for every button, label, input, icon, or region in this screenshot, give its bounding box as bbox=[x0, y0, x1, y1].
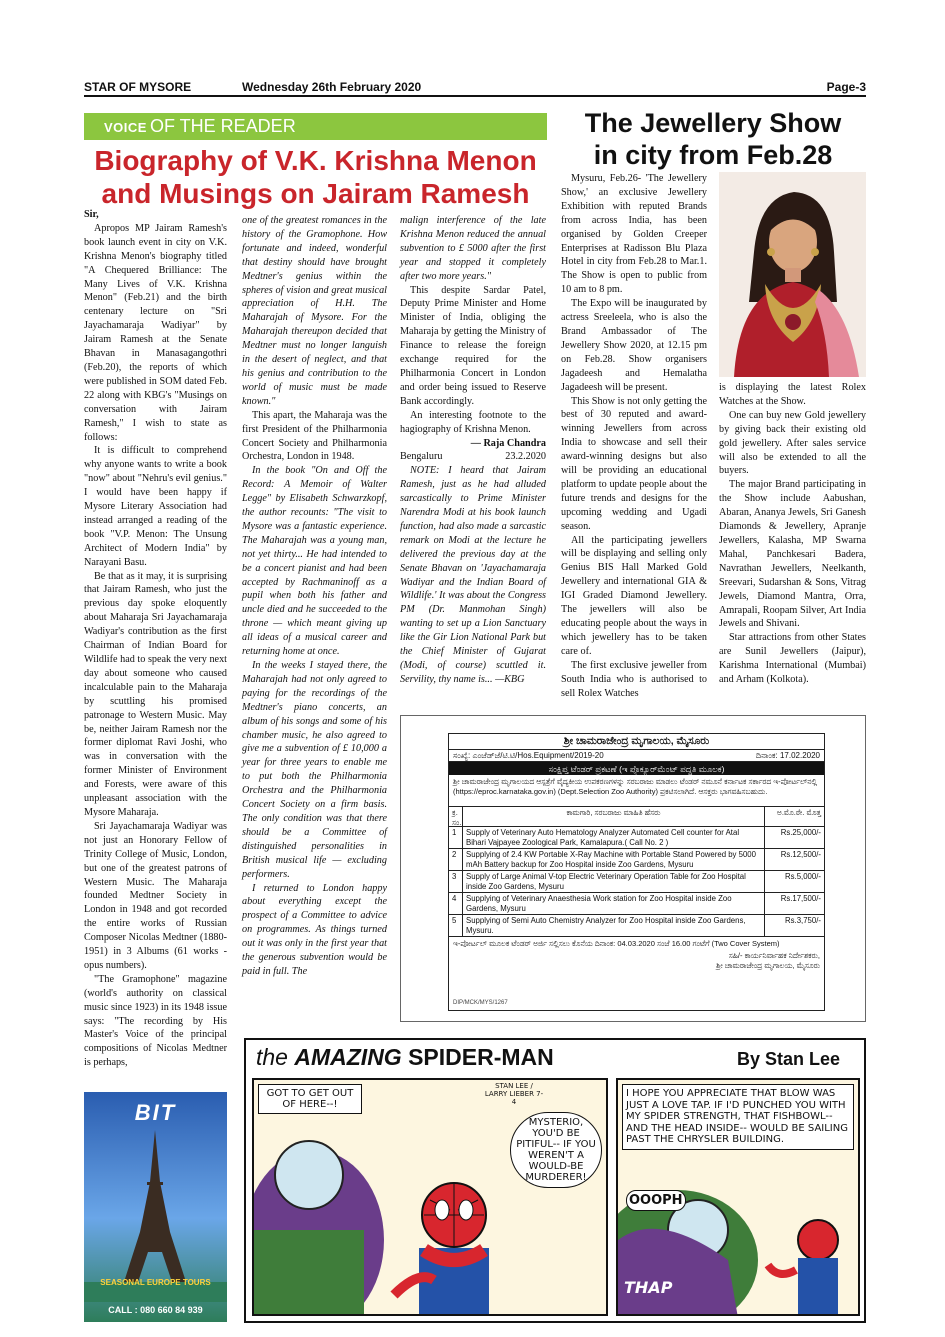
letter-column-1 bbox=[84, 208, 227, 1070]
tender-head-item: ಕಾಮಗಾರಿ, ಸರಬರಾಜು ಮಾಹಿತಿ ಹೆಸರು bbox=[463, 807, 765, 826]
tender-ref-row bbox=[449, 750, 824, 762]
tender-head-no: ಕ್ರ. ಸಂ. bbox=[449, 807, 463, 826]
letter-column-2 bbox=[242, 214, 387, 979]
letter-place-date bbox=[400, 450, 546, 464]
speech-bubble-3: I HOPE YOU APPRECIATE THAT BLOW WAS JUST A LOVE TAP. IF I'D PUNCHED YOU WITH MY SPIDER STRENGTH, THAT FISHBOWL-- AND THE HEAD INSIDE-- WOULD BE SAILING PAST THE CHRYSLER BUILDING. bbox=[622, 1084, 854, 1150]
jewellery-paragraph: Mysuru, Feb.26- 'The Jewellery Show,' an exclusive Jewellery Exhibition with reputed Brands from across India, has been organised by Golden Creeper Enterprises at Radisson Blu Plaza Hotel in city from Feb.28 to Mar.1. The Show is open to public from 10 am to 8 pm. bbox=[561, 173, 707, 296]
tender-row bbox=[449, 827, 824, 849]
comic-strip bbox=[244, 1038, 866, 1323]
letter-paragraph: one of the greatest romances in the history of the Gramophone. How fortunate and indeed, wonderful that destiny should have brought Medtner's genius within the spheres of vision and great musical appreciation of H.H. The Maharajah of Mysore. For the Maharajah thereupon decided that Medtner must no longer languish in the desert of neglect, and that his genius and contribution to the world of music must be made known." bbox=[242, 215, 387, 407]
letter-paragraph: An interesting footnote to the hagiography of Krishna Menon. bbox=[400, 409, 546, 435]
jewellery-paragraph: This Show is not only getting the best of 30 reputed and award-winning Jewellers from across India to showcase and sell their award-winning designs but also will be providing an educational platform to update people about the future trends and designs for the upcoming wedding and Ugadi season. bbox=[561, 395, 707, 532]
letter-paragraph: This despite Sardar Patel, Deputy Prime Minister and Home Minister of India, obliging the Maharaja by getting the Ministry of Finance to release the foreign exchange required for the Philharmonia Concert in London and order being issued to Reserve Bank accordingly. bbox=[400, 284, 546, 407]
tender-row-no: 1 bbox=[449, 827, 463, 848]
jewellery-paragraph: The Expo will be inaugurated by actress Sreeleela, who is also the Brand Ambassador of The Jewellery Show 2020, at 12.15 pm on Feb.28. Show organisers Jagadeesh and Hemalatha Jagadeesh will be present. bbox=[561, 298, 707, 393]
jewellery-paragraph: is displaying the latest Rolex Watches at the Show. bbox=[719, 382, 866, 407]
letter-paragraph: "The Gramophone" magazine (world's authority on classical music since 1923) in its 1948 issue says: "The recording by His Master's Voice of the principal compositions of Nicolas Medtner is perhaps, bbox=[84, 973, 227, 1069]
letter-paragraph: In the book "On and Off the Record: A Memoir of Walter Legge" by Elisabeth Schwarzkopf, the author recounts: "The visit to Mysore was a fantastic experience. The Maharajah was a young man, not yet thirty... He had intended to be a concert pianist and had been accepted by Rachmaninoff as a pupil when both his father and uncle died and he succeeded to the throne — which meant giving up all ideas of a musical career and returning home at once. bbox=[242, 465, 387, 658]
ad-phone: CALL : 080 660 84 939 bbox=[108, 1305, 203, 1315]
jewellery-title-line-1: The Jewellery Show bbox=[584, 108, 842, 138]
tender-head-amount: ಅ.ಮೊ.ಠೇ. ಮೊತ್ತ bbox=[776, 808, 821, 817]
page-number: Page-3 bbox=[826, 80, 866, 94]
tender-row-item: Supplying of Veterinary Anaesthesia Work station for Zoo Hospital inside Zoo Gardens, Mysuru bbox=[463, 893, 765, 914]
jewellery-paragraph: All the participating jewellers will be displaying and selling only Genius BIS Hall Marked Gold Jewellery and international GIA & IGI Graded Diamond Jewellery. The jewellers will also be educating people about the ways in which jewellery has to be taken care of. bbox=[561, 534, 707, 657]
letter-signature: — Raja Chandra bbox=[470, 437, 546, 449]
tender-sign-2: ಶ್ರೀ ಚಾಮರಾಜೇಂದ್ರ ಮೃಗಾಲಯ, ಮೈಸೂರು bbox=[716, 961, 820, 970]
letter-date: 23.2.2020 bbox=[505, 451, 546, 463]
sound-effect-oooph: OOOPH bbox=[626, 1190, 686, 1211]
letter-paragraph: This apart, the Maharaja was the first President of the Philharmonia Concert Society and Philharmonia Orchestra, London in 1948. bbox=[242, 409, 387, 463]
sound-effect-thap: THAP bbox=[624, 1278, 673, 1297]
tender-row-amount: Rs.12,500/- bbox=[780, 850, 821, 859]
tender-row-no: 5 bbox=[449, 915, 463, 936]
tender-row-amount: Rs.5,000/- bbox=[785, 872, 821, 881]
jewellery-paragraph: One can buy new Gold jewellery by giving back their existing old gold jewellery. After sales service will also be extended to all the buyers. bbox=[719, 409, 866, 477]
comic-panel-2 bbox=[616, 1078, 860, 1316]
letter-paragraph: Sri Jayachamaraja Wadiyar was not just an Honorary Fellow of Trinity College of Music, London, but one of the greatest patrons of Western Music. The Maharaja founded Medtner Society in London in 1948 and got recorded the entire works of Russian Composer Nicolas Medtner (1880-1951) in 3 Albums (61 works - opus numbers). bbox=[84, 820, 227, 971]
speech-bubble-1: GOT TO GET OUT OF HERE--! bbox=[258, 1084, 362, 1114]
tender-notice bbox=[400, 715, 866, 1022]
comic-panel-1 bbox=[252, 1078, 608, 1316]
tender-row-amount: Rs.25,000/- bbox=[780, 828, 821, 837]
jewellery-column-2 bbox=[719, 381, 866, 687]
salutation: Sir, bbox=[84, 209, 99, 220]
tender-description: ಶ್ರೀ ಚಾಮರಾಜೇಂದ್ರ ಮೃಗಾಲಯದ ಆಸ್ಪತ್ರೆಗೆ ವೈದ್ಯಕೀಯ ಉಪಕರಣಗಳನ್ನು ಸರಬರಾಜು ಮಾಡಲು ಟೆಂಡರ್ ನಮೂನೆ ಕರ್ನಾಟಕ ಸರ್ಕಾರದ ಇ-ಪೋರ್ಟಲ್‌ನಲ್ಲಿ (https://eproc.karnataka.gov.in) (Dept.Selection Zoo Authority) ಪ್ರಕಟಿಸಲಾಗಿದೆ. ಆಸಕ್ತರು ಭಾಗವಹಿಸಬಹುದು. bbox=[449, 775, 824, 807]
tender-row-no: 2 bbox=[449, 849, 463, 870]
tender-table-header bbox=[449, 807, 824, 827]
tender-bar: ಸಂಕ್ಷಿಪ್ತ ಟೆಂಡರ್ ಪ್ರಕಟಣೆ (ಇ ಪ್ರೊಕ್ಯೂರ್‌ಮೆಂಟ್ ಪದ್ಧತಿ ಮೂಲಕ) bbox=[449, 762, 824, 775]
letter-paragraph: It is difficult to comprehend why anyone wants to write a book "now" about "Nehru's evil genius." I would have been happy if Mysore Literary Association had instead arranged a reading of the book "V.P. Menon: The Unsung Architect of Modern India" by Narayani Basu. bbox=[84, 445, 227, 568]
jewellery-column-1 bbox=[561, 172, 707, 700]
tender-row bbox=[449, 849, 824, 871]
jewellery-title-line-2: in city from Feb.28 bbox=[593, 140, 833, 170]
tender-row-amount: Rs.3,750/- bbox=[785, 916, 821, 925]
tender-row bbox=[449, 915, 824, 937]
section-title: OF THE READER bbox=[150, 116, 296, 136]
letter-paragraph: Apropos MP Jairam Ramesh's book launch event in city on V.K. Krishna Menon's biography titled "A Chequered Brilliance: The Many Lives of V.K. Krishna Menon" (Feb.21) and the birth centenary lecture on "Sri Jayachamaraja Wadiyar" by Jairam Ramesh at the Senate Bhavan in Manasagangothri (Feb.20), the reports of which were published in SOM dated Feb. 22 along with KBG's "Musings on conversation with Jairam Ramesh," I wish to state as follows: bbox=[84, 222, 227, 443]
letter-paragraph: Be that as it may, it is surprising that Jairam Ramesh, who just the previous day spoke eloquently about Maharaja Sri Jayachamaraja Wadiyar's contribution as the first Chairman of Indian Board for Wildlife had to speak the very next day about someone who caused incalculable pain to the Maharaja by scuttling his promised patronage to Western Music. May be, neither Jairam Ramesh nor the former diplomat Ravi Joshi, who was in conversation with the former Minister of Environment and Forests, were aware of this unpleasant association with the Mysore Maharaja. bbox=[84, 570, 227, 818]
letter-place: Bengaluru bbox=[400, 451, 443, 463]
letter-paragraph: I returned to London happy about everything except the prospect of a Committee to advice on programmes. As things turned out it was only in the first year that the generous subvention would be paid in full. The bbox=[242, 882, 387, 977]
sreeleela-photo bbox=[719, 172, 866, 377]
tender-box bbox=[448, 733, 825, 1011]
letter-paragraph: malign interference of the late Krishna Menon reduced the annual subvention to £ 5000 after the first year and stopped it completely after two more years." bbox=[400, 215, 546, 282]
tender-row-item: Supply of Large Animal V-top Electric Veterinary Operation Table for Zoo Hospital inside Zoo Gardens, Mysuru bbox=[463, 871, 765, 892]
letter-headline-1: Biography of V.K. Krishna Menon bbox=[94, 145, 537, 176]
tender-date: ದಿನಾಂಕ: 17.02.2020 bbox=[755, 751, 820, 760]
editor-note: NOTE: I heard that Jairam Ramesh, just as he had alluded sarcastically to Prime Minister Narendra Modi at his book launch function, had also made a sarcastic remark on Modi at the lecture he delivered the previous day at the Senate Bhavan on 'Jayachamaraja Wadiyar and the Indian Board of Wildlife.' It was about the Congress PM (Dr. Manmohan Singh) wanting to set up a Lion Sanctuary like the Gir Lion National Park but the Chief Minister of Gujarat (Modi, of course) scuttled it. Servility, thy name is... —KBG bbox=[400, 465, 546, 685]
portrait-illustration bbox=[719, 172, 866, 377]
jewellery-title bbox=[560, 107, 866, 171]
issue-date: Wednesday 26th February 2020 bbox=[242, 80, 422, 94]
letter-column-3 bbox=[400, 214, 546, 687]
tender-code: DIP/MCK/MYS/1267 bbox=[453, 1000, 508, 1006]
ad-logo: BIT bbox=[134, 1100, 177, 1125]
tender-deadline: ಇ-ಪೋರ್ಟಲ್ ಮೂಲಕ ಟೆಂಡರ್ ಅರ್ಜಿ ಸಲ್ಲಿಸಲು ಕೊನೆಯ ದಿನಾಂಕ: 04.03.2020 ಸಂಜೆ 16.00 ಗಂಟೆಗೆ (Two Cover System) bbox=[453, 939, 780, 948]
eiffel-tower-icon bbox=[84, 1122, 227, 1302]
letter-paragraph: In the weeks I stayed there, the Maharajah had not only agreed to paying for the recordings of the Medtner's piano concerts, an album of his songs and some of his chamber music, he also agreed to give me a subvention of £ 10,000 a year for three years to enable me to put both the Philharmonia Orchestra and the Philharmonia Concert Society on a firm basis. The only condition was that there should be a Committee of distinguished personalities in British musical life — excluding performers. bbox=[242, 660, 387, 880]
tender-row-item: Supplying of 2.4 KW Portable X-Ray Machine with Portable Stand Powered by 5000 mAh Battery backup for Zoo Hospital inside Zoo Gardens, Mysuru bbox=[463, 849, 765, 870]
tender-sign-1: ಸಹಿ/- ಕಾರ್ಯನಿರ್ವಾಹಕ ನಿರ್ದೇಶಕರು, bbox=[728, 951, 820, 960]
comic-title-the: the bbox=[256, 1044, 288, 1070]
comic-title-amazing: AMAZING bbox=[294, 1044, 402, 1070]
bit-tours-ad bbox=[84, 1092, 227, 1322]
comic-credit: STAN LEE / LARRY LIEBER 7-4 bbox=[484, 1082, 544, 1106]
tender-row bbox=[449, 871, 824, 893]
tender-row-item: Supplying of Semi Auto Chemistry Analyzer for Zoo Hospital inside Zoo Gardens, Mysuru. bbox=[463, 915, 765, 936]
jewellery-paragraph: The major Brand participating in the Show include Aabushan, Abaran, Ananya Jewels, Sri Ganesh Diamonds & Jewellery, Apranje Jewellers, Kalasha, MP Swarna Mahal, Panchkesari Badera, Navrathan Jewellers, Neelkanth, Sreevari, Sudarshan & Sons, Vitrag Jewels, Diamond Mantra, Orra, Amrapali, Roopam Silver, Art India Jewels and Shivani. bbox=[719, 479, 866, 630]
tender-row-amount: Rs.17,500/- bbox=[780, 894, 821, 903]
jewellery-paragraph: The first exclusive jeweller from South India who is authorised to sell Rolex Watches bbox=[561, 659, 707, 699]
paper-name: STAR OF MYSORE bbox=[84, 80, 192, 94]
tender-row-no: 4 bbox=[449, 893, 463, 914]
section-voice: VOICE bbox=[104, 120, 147, 135]
speech-bubble-2: MYSTERIO, YOU'D BE PITIFUL-- IF YOU WEREN'T A WOULD-BE MURDERER! bbox=[510, 1112, 602, 1188]
comic-title-spiderman: SPIDER-MAN bbox=[408, 1044, 554, 1070]
letter-headline-2: and Musings on Jairam Ramesh bbox=[101, 178, 530, 209]
tender-org: ಶ್ರೀ ಚಾಮರಾಜೇಂದ್ರ ಮೃಗಾಲಯ, ಮೈಸೂರು bbox=[449, 734, 824, 750]
comic-title bbox=[256, 1044, 554, 1071]
tender-ref: ಸಂಖ್ಯೆ: ಎಂಜೆಡ್‌ಜೆ/ಟಿ.ಟಿ/Hos.Equipment/2019-20 bbox=[453, 751, 604, 760]
comic-byline: By Stan Lee bbox=[736, 1049, 840, 1069]
ad-tagline: SEASONAL EUROPE TOURS bbox=[100, 1278, 211, 1287]
tender-row-item: Supply of Veterinary Auto Hematology Analyzer Automated Cell counter for Atal Bihari Vajpayee Zoological Park, Kamalapura.( Call No. 2 ) bbox=[463, 827, 765, 848]
masthead bbox=[84, 79, 866, 97]
tender-row-no: 3 bbox=[449, 871, 463, 892]
jewellery-paragraph: Star attractions from other States are Sunil Jewellers (Jaipur), Karishma International (Mumbai) and Arham (Kolkota). bbox=[719, 632, 866, 686]
section-banner bbox=[84, 113, 547, 140]
tender-row bbox=[449, 893, 824, 915]
